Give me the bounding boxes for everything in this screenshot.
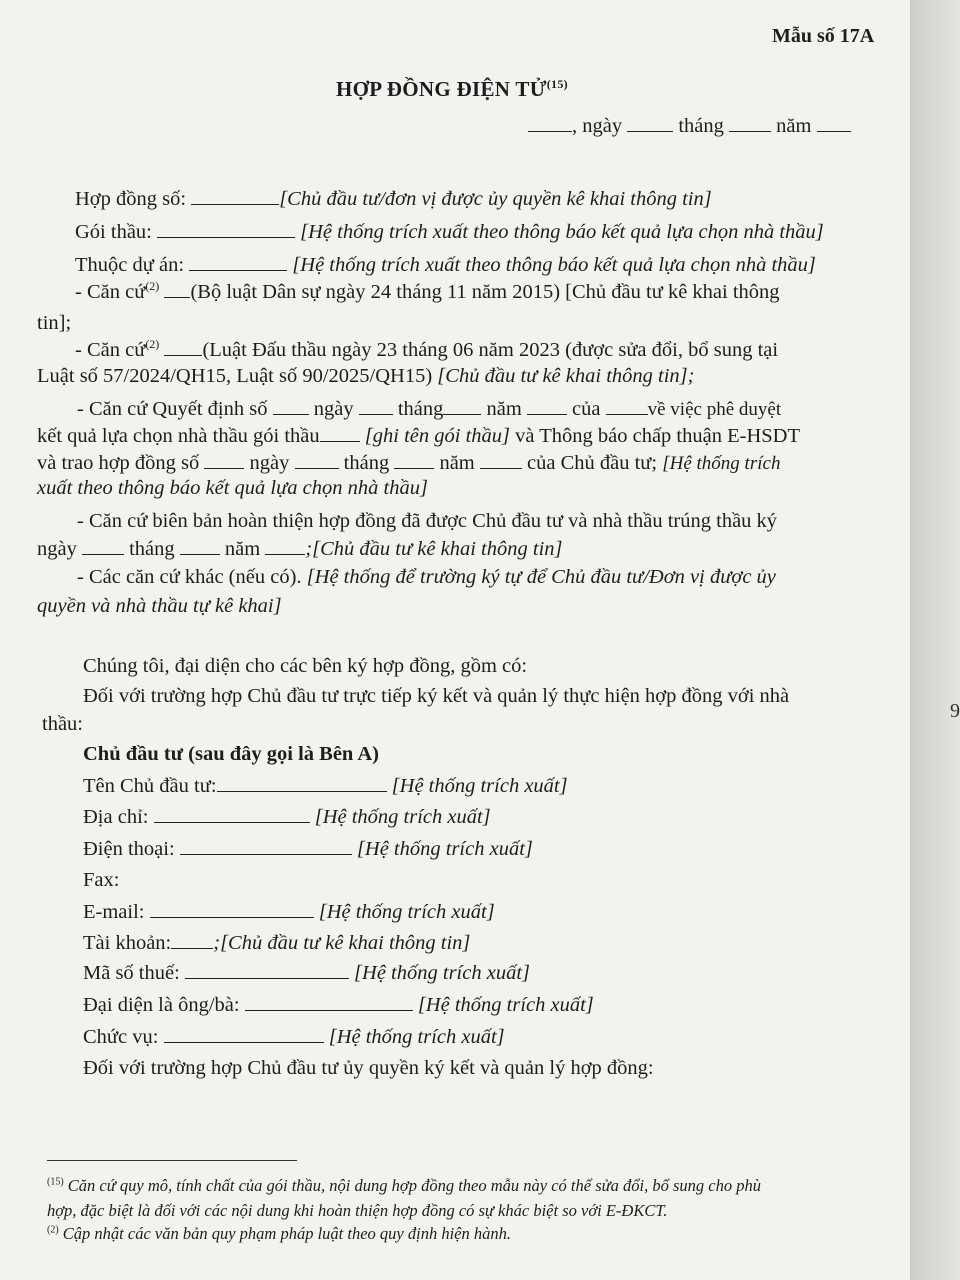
field-label: Đại diện là ông/bà: xyxy=(83,994,240,1016)
field-label: Fax: xyxy=(83,869,120,891)
basis-blank xyxy=(164,279,190,298)
basis-blank xyxy=(394,450,434,469)
basis-text: tháng xyxy=(343,452,390,474)
field-label: Địa chỉ: xyxy=(83,806,149,828)
footnote-15-cont: hợp, đặc biệt là đối với các nội dung khi hoàn thiện hợp đồng có sự khác biệt so với E-ĐKCT. xyxy=(47,1201,668,1220)
date-line xyxy=(528,113,851,138)
package-note: [Hệ thống trích xuất theo thông báo kết quả lựa chọn nhà thầu] xyxy=(300,221,824,243)
field-label: Tên Chủ đầu tư: xyxy=(83,775,217,797)
day-blank xyxy=(528,113,572,132)
date-year-label: năm xyxy=(776,115,812,137)
day-value-blank xyxy=(627,113,673,132)
basis-note: ;[Chủ đầu tư kê khai thông tin] xyxy=(305,538,563,560)
field-note: [Hệ thống trích xuất] xyxy=(417,994,594,1016)
form-number: Mẫu số 17A xyxy=(772,25,875,47)
basis-text: năm xyxy=(486,398,522,420)
basis-text: tháng xyxy=(397,398,444,420)
basis-text: - Các căn cứ khác (nếu có). xyxy=(77,566,302,588)
basis-text: (Bộ luật Dân sự ngày 24 tháng 11 năm 2015) [Chủ đầu tư kê khai thông xyxy=(190,281,780,303)
field-phone xyxy=(83,836,533,861)
basis-blank xyxy=(273,396,309,415)
basis-note: [ghi tên gói thầu] xyxy=(364,425,510,447)
basis-text: (Luật Đấu thầu ngày 23 tháng 06 năm 2023 (được sửa đổi, bổ sung tại xyxy=(202,339,779,361)
field-label: Mã số thuế: xyxy=(83,962,180,984)
field-blank xyxy=(185,960,349,979)
contract-number-label: Hợp đồng số: xyxy=(75,188,187,210)
field-blank xyxy=(245,992,413,1011)
field-address xyxy=(83,804,491,829)
basis-civil-code xyxy=(75,279,780,304)
document-title xyxy=(336,77,568,101)
party-a-heading: Chủ đầu tư (sau đây gọi là Bên A) xyxy=(83,743,379,765)
basis-civil-code-cont: tin]; xyxy=(37,312,72,334)
footnote-mark: (15) xyxy=(47,1176,64,1188)
field-note: ;[Chủ đầu tư kê khai thông tin] xyxy=(213,932,471,954)
year-value-blank xyxy=(817,113,851,132)
field-note: [Hệ thống trích xuất] xyxy=(328,1026,505,1048)
basis-blank xyxy=(295,450,339,469)
basis-decision-line3 xyxy=(37,450,780,476)
basis-text: năm xyxy=(439,452,475,474)
basis-text: ngày xyxy=(313,398,354,420)
basis-blank xyxy=(527,396,567,415)
basis-other xyxy=(77,565,776,589)
basis-blank xyxy=(265,536,305,555)
basis-blank xyxy=(443,396,481,415)
basis-blank xyxy=(320,423,360,442)
basis-prefix: - Căn cứ xyxy=(75,281,146,303)
basis-text: tháng xyxy=(129,538,175,560)
title-text: HỢP ĐỒNG ĐIỆN TỬ xyxy=(336,77,547,101)
field-note: [Hệ thống trích xuất] xyxy=(391,775,568,797)
field-account xyxy=(83,930,470,955)
contract-number-row xyxy=(75,186,712,211)
parties-intro: Chúng tôi, đại diện cho các bên ký hợp đồng, gồm có: xyxy=(83,655,528,677)
package-row xyxy=(75,219,824,244)
field-note: [Hệ thống trích xuất] xyxy=(356,838,533,860)
basis-text: năm xyxy=(224,538,261,560)
basis-text: - Căn cứ Quyết định số xyxy=(77,398,268,420)
basis-bidding-law-cont xyxy=(37,364,694,388)
basis-blank xyxy=(204,450,244,469)
field-tax-code xyxy=(83,960,530,985)
field-blank xyxy=(164,1024,324,1043)
basis-text: Luật số 57/2024/QH15, Luật số 90/2025/QH15) xyxy=(37,365,433,387)
next-page-edge xyxy=(910,0,960,1280)
basis-text: ngày xyxy=(249,452,290,474)
footnote-text: Căn cứ quy mô, tính chất của gói thầu, nội dung hợp đồng theo mẫu này có thể sửa đổi, bổ sung cho phù xyxy=(67,1176,761,1195)
basis-note: [Hệ thống trích xyxy=(662,453,781,474)
package-label: Gói thầu: xyxy=(75,221,152,243)
basis-text: về việc phê duyệt xyxy=(647,399,782,420)
basis-note: [Hệ thống để trường ký tự để Chủ đầu tư/Đơn vị được ủy xyxy=(306,566,776,588)
basis-blank xyxy=(480,450,522,469)
footnote-mark: (2) xyxy=(47,1224,59,1236)
basis-decision-line2 xyxy=(37,423,800,448)
field-blank xyxy=(154,804,310,823)
project-note: [Hệ thống trích xuất theo thông báo kết quả lựa chọn nhà thầu] xyxy=(292,254,816,276)
field-note: [Hệ thống trích xuất] xyxy=(354,962,530,984)
basis-bidding-law xyxy=(75,337,778,362)
basis-decision-line4: xuất theo thông báo kết quả lựa chọn nhà thầu] xyxy=(37,477,428,499)
field-investor-name xyxy=(83,773,568,798)
field-blank xyxy=(171,930,213,949)
edge-mark: 9 xyxy=(950,700,960,722)
basis-blank xyxy=(606,396,648,415)
basis-note: [Chủ đầu tư kê khai thông tin]; xyxy=(437,365,695,387)
field-fax xyxy=(83,868,119,892)
basis-text: ngày xyxy=(37,538,77,560)
basis-blank xyxy=(359,396,393,415)
footnote-2 xyxy=(47,1224,511,1244)
field-label: Điện thoại: xyxy=(83,838,175,860)
project-blank xyxy=(189,252,287,271)
basis-text: và Thông báo chấp thuận E-HSDT xyxy=(515,425,800,447)
field-blank xyxy=(180,836,352,855)
date-month-label: tháng xyxy=(678,115,724,137)
footnote-text: Cập nhật các văn bản quy phạm pháp luật theo quy định hiện hành. xyxy=(62,1224,511,1243)
field-label: E-mail: xyxy=(83,901,145,923)
field-note: [Hệ thống trích xuất] xyxy=(314,806,491,828)
basis-blank xyxy=(164,337,202,356)
field-label: Tài khoản: xyxy=(83,932,172,954)
contract-number-blank xyxy=(191,186,279,205)
basis-prefix: - Căn cứ xyxy=(75,339,146,361)
basis-text: của Chủ đầu tư; xyxy=(527,452,658,474)
case-direct-cont: thầu: xyxy=(42,713,83,735)
case-authorized: Đối với trường hợp Chủ đầu tư ủy quyền ký kết và quản lý hợp đồng: xyxy=(83,1057,654,1079)
basis-text: và trao hợp đồng số xyxy=(37,452,200,474)
case-direct: Đối với trường hợp Chủ đầu tư trực tiếp ký kết và quản lý thực hiện hợp đồng với nhà xyxy=(83,685,790,707)
basis-blank xyxy=(180,536,220,555)
field-label: Chức vụ: xyxy=(83,1026,159,1048)
field-representative xyxy=(83,992,594,1017)
month-value-blank xyxy=(729,113,771,132)
package-blank xyxy=(157,219,295,238)
basis-text: của xyxy=(572,398,601,420)
basis-blank xyxy=(82,536,124,555)
basis-decision xyxy=(77,396,781,422)
basis-finalization: - Căn cứ biên bản hoàn thiện hợp đồng đã được Chủ đầu tư và nhà thầu trúng thầu ký xyxy=(77,510,778,532)
footnote-15 xyxy=(47,1176,761,1196)
footnote-ref: (2) xyxy=(145,279,160,294)
field-email xyxy=(83,899,495,924)
field-position xyxy=(83,1024,505,1049)
field-blank xyxy=(150,899,314,918)
title-footnote-ref: (15) xyxy=(546,77,568,91)
footnote-divider xyxy=(47,1160,297,1161)
date-day-label: , ngày xyxy=(572,115,623,137)
project-label: Thuộc dự án: xyxy=(75,254,185,276)
footnote-ref: (2) xyxy=(145,337,160,352)
basis-text: kết quả lựa chọn nhà thầu gói thầu xyxy=(37,425,320,447)
basis-finalization-line2 xyxy=(37,536,563,561)
basis-other-line2: quyền và nhà thầu tự kê khai] xyxy=(37,595,282,617)
field-blank xyxy=(217,773,387,792)
project-row xyxy=(75,252,816,277)
field-note: [Hệ thống trích xuất] xyxy=(318,901,495,923)
contract-number-note: [Chủ đầu tư/đơn vị được ủy quyền kê khai thông tin] xyxy=(279,188,712,210)
